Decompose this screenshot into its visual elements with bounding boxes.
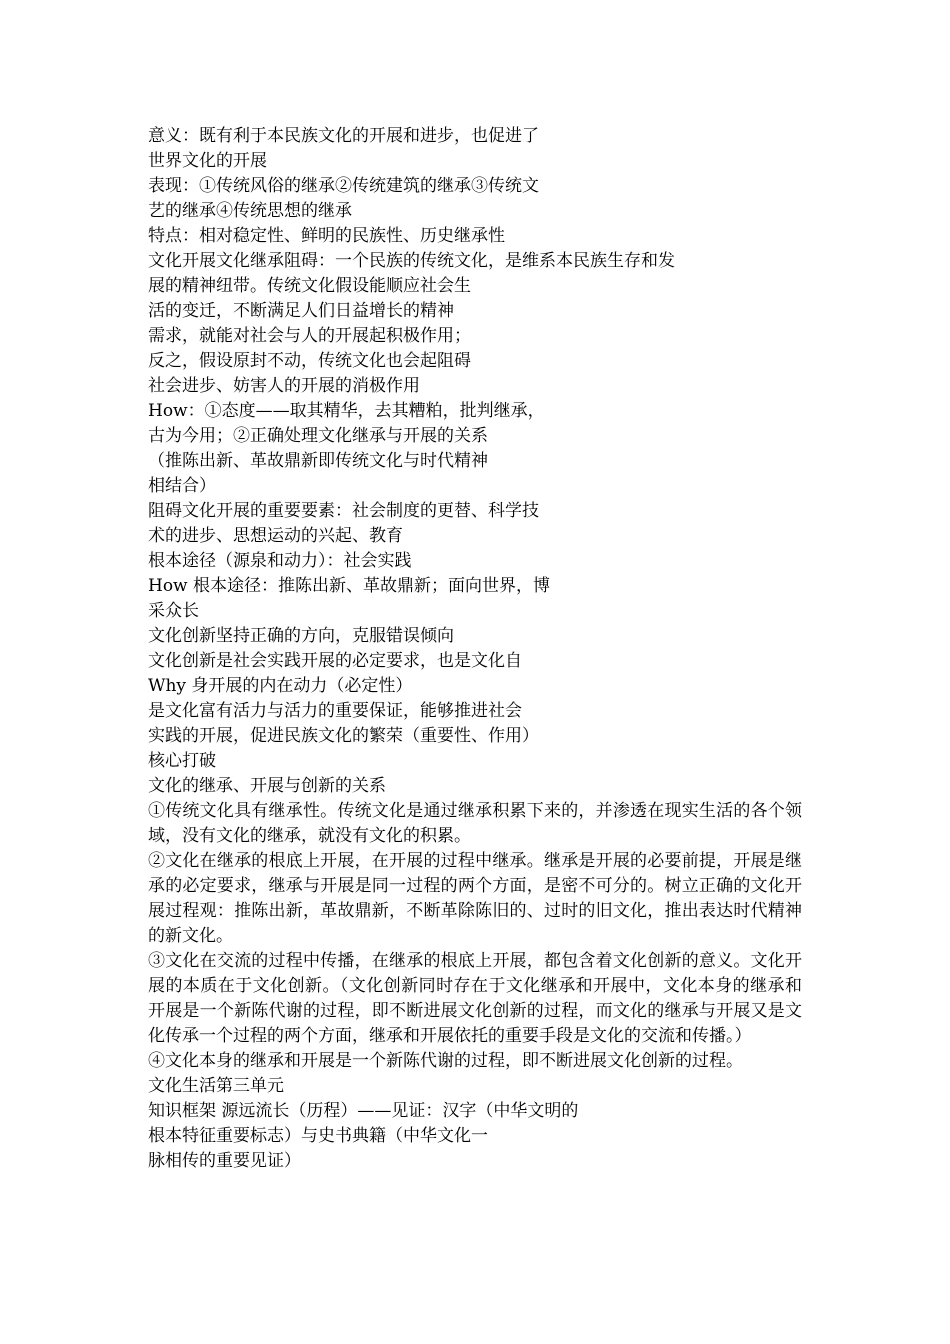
text-line: 需求，就能对社会与人的开展起积极作用； <box>148 326 471 346</box>
text-line: 术的进步、思想运动的兴起、教育 <box>148 526 403 546</box>
numbered-paragraph: ④文化本身的继承和开展是一个新陈代谢的过程，即不断进展文化创新的过程。 <box>148 1051 743 1071</box>
text-line: 相结合） <box>148 476 216 496</box>
text-line: 展的精神纽带。传统文化假设能顺应社会生 <box>148 276 471 296</box>
text-line: 知识框架 源远流长（历程）——见证：汉字（中华文明的 <box>148 1101 579 1121</box>
text-line: 古为今用；②正确处理文化继承与开展的关系 <box>148 426 488 446</box>
text-line: 特点：相对稳定性、鲜明的民族性、历史继承性 <box>148 226 505 246</box>
text-line: 阻碍文化开展的重要要素：社会制度的更替、科学技 <box>148 501 539 521</box>
text-line: 艺的继承④传统思想的继承 <box>148 201 352 221</box>
text-line: 文化创新是社会实践开展的必定要求，也是文化自 <box>148 651 522 671</box>
text-line: 根本特征重要标志）与史书典籍（中华文化一 <box>148 1126 488 1146</box>
text-line: （推陈出新、革故鼎新即传统文化与时代精神 <box>148 451 488 471</box>
text-line: 根本途径（源泉和动力）：社会实践 <box>148 551 412 571</box>
text-line: 文化开展文化继承阻碍：一个民族的传统文化，是维系本民族生存和发 <box>148 251 675 271</box>
numbered-paragraph: ②文化在继承的根底上开展，在开展的过程中继承。继承是开展的必要前提，开展是继承的必定要求，继承与开展是同一过程的两个方面，是密不可分的。树立正确的文化开展过程观：推陈出新，革故鼎新，不断革除陈旧的、过时的旧文化，推出表达时代精神的新文化。 <box>148 851 802 946</box>
text-line: 表现：①传统风俗的继承②传统建筑的继承③传统文 <box>148 176 539 196</box>
numbered-paragraph: ①传统文化具有继承性。传统文化是通过继承积累下来的，并渗透在现实生活的各个领域，没有文化的继承，就没有文化的积累。 <box>148 801 802 846</box>
text-line: 社会进步、妨害人的开展的消极作用 <box>148 376 420 396</box>
numbered-paragraph: ③文化在交流的过程中传播，在继承的根底上开展，都包含着文化创新的意义。文化开展的本质在于文化创新。（文化创新同时存在于文化继承和开展中，文化本身的继承和开展是一个新陈代谢的过程，即不断进展文化创新的过程，而文化的继承与开展又是文化传承一个过程的两个方面，继承和开展依托的重要手段是文化的交流和传播。） <box>148 951 802 1046</box>
text-line: 意义：既有利于本民族文化的开展和进步，也促进了 <box>148 126 539 146</box>
text-line: 活的变迁，不断满足人们日益增长的精神 <box>148 301 454 321</box>
text-line: 实践的开展，促进民族文化的繁荣（重要性、作用） <box>148 726 539 746</box>
unit-heading: 文化生活第三单元 <box>148 1076 284 1096</box>
text-line: 世界文化的开展 <box>148 151 267 171</box>
text-line: How：①态度——取其精华，去其糟粕，批判继承， <box>148 401 545 421</box>
text-line: 文化创新坚持正确的方向，克服错误倾向 <box>148 626 454 646</box>
text-line: 是文化富有活力与活力的重要保证，能够推进社会 <box>148 701 522 721</box>
text-line: 脉相传的重要见证） <box>148 1151 301 1171</box>
section-heading: 核心打破 <box>148 751 216 771</box>
document-body <box>148 124 808 1174</box>
text-line: Why 身开展的内在动力（必定性） <box>148 676 413 696</box>
section-subheading: 文化的继承、开展与创新的关系 <box>148 776 386 796</box>
text-line: 反之，假设原封不动，传统文化也会起阻碍 <box>148 351 471 371</box>
text-line: 采众长 <box>148 601 199 621</box>
text-line: How 根本途径：推陈出新、革故鼎新；面向世界，博 <box>148 576 551 596</box>
